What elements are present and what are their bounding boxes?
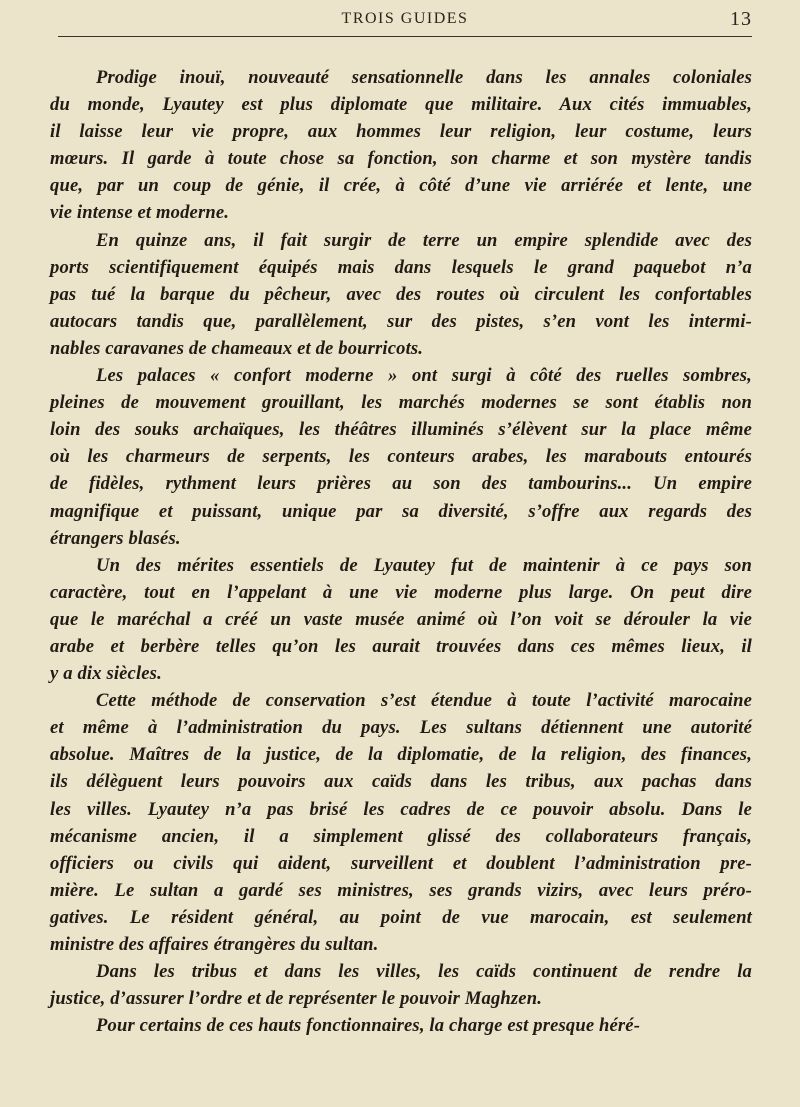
text-line: absolue. Maîtres de la justice, de la diplomatie, de la religion, des finances, bbox=[50, 744, 752, 766]
text-line: que, par un coup de génie, il crée, à côté d’une vie arriérée et lente, une bbox=[50, 175, 752, 197]
text-line: nables caravanes de chameaux et de bourricots. bbox=[50, 337, 424, 359]
text-line: Cette méthode de conservation s’est étendue à toute l’activité marocaine bbox=[96, 690, 752, 712]
text-line: pleines de mouvement grouillant, les marchés modernes se sont établis non bbox=[50, 392, 752, 414]
text-line: Pour certains de ces hauts fonctionnaires, la charge est presque héré- bbox=[96, 1015, 641, 1037]
text-line: mœurs. Il garde à toute chose sa fonction, son charme et son mystère tandis bbox=[50, 148, 752, 170]
text-line: où les charmeurs de serpents, les conteurs arabes, les marabouts entourés bbox=[50, 446, 752, 468]
text-line: En quinze ans, il fait surgir de terre un empire splendide avec des bbox=[96, 229, 752, 251]
text-line: loin des souks archaïques, les théâtres illuminés s’élèvent sur la place même bbox=[50, 419, 752, 441]
paragraph bbox=[50, 552, 752, 687]
text-line: y a dix siècles. bbox=[50, 663, 162, 685]
text-line: ils délèguent leurs pouvoirs aux caïds dans les tribus, aux pachas dans bbox=[50, 771, 752, 793]
running-header bbox=[58, 8, 752, 34]
paragraph bbox=[50, 227, 752, 362]
text-line: mière. Le sultan a gardé ses ministres, ses grands vizirs, avec leurs préro- bbox=[50, 879, 752, 901]
text-line: ports scientifiquement équipés mais dans lesquels le grand paquebot n’a bbox=[50, 256, 752, 278]
text-line: étrangers blasés. bbox=[50, 527, 181, 549]
text-line: caractère, tout en l’appelant à une vie moderne plus large. On peut dire bbox=[50, 581, 752, 603]
text-line: pas tué la barque du pêcheur, avec des routes où circulent les confortables bbox=[50, 283, 752, 305]
text-line: officiers ou civils qui aident, surveillent et doublent l’administration pre- bbox=[50, 852, 752, 874]
text-line: mécanisme ancien, il a simplement glissé des collaborateurs français, bbox=[50, 825, 752, 847]
paragraph bbox=[50, 1012, 752, 1039]
text-line: ministre des affaires étrangères du sultan. bbox=[50, 934, 379, 955]
text-line: gatives. Le résident général, au point de vue marocain, est seulement bbox=[50, 906, 752, 928]
text-line: du monde, Lyautey est plus diplomate que militaire. Aux cités immuables, bbox=[50, 94, 752, 116]
text-line: les villes. Lyautey n’a pas brisé les cadres de ce pouvoir absolu. Dans le bbox=[50, 798, 752, 820]
paragraph bbox=[50, 958, 752, 1012]
header-rule bbox=[58, 36, 752, 37]
text-line: arabe et berbère telles qu’on les aurait trouvées dans ces mêmes lieux, il bbox=[50, 635, 752, 657]
page-number: 13 bbox=[730, 8, 752, 30]
text-line: Dans les tribus et dans les villes, les caïds continuent de rendre la bbox=[96, 961, 752, 983]
text-line: justice, d’assurer l’ordre et de représenter le pouvoir Maghzen. bbox=[50, 988, 542, 1010]
paragraph bbox=[50, 64, 752, 227]
text-line: magnifique et puissant, unique par sa diversité, s’offre aux regards des bbox=[50, 500, 752, 522]
paragraph bbox=[50, 362, 752, 552]
text-line: Les palaces « confort moderne » ont surgi à côté des ruelles sombres, bbox=[96, 365, 752, 387]
body-text bbox=[50, 64, 752, 1039]
text-line: autocars tandis que, parallèlement, sur des pistes, s’en vont les intermi- bbox=[50, 310, 752, 332]
running-title: TROIS GUIDES bbox=[341, 10, 469, 27]
text-line: Prodige inouï, nouveauté sensationnelle dans les annales coloniales bbox=[96, 67, 752, 88]
text-line: Un des mérites essentiels de Lyautey fut de maintenir à ce pays son bbox=[96, 554, 752, 576]
text-line: que le maréchal a créé un vaste musée animé où l’on voit se dérouler la vie bbox=[50, 608, 752, 630]
text-line: et même à l’administration du pays. Les sultans détiennent une autorité bbox=[50, 717, 752, 739]
text-line: vie intense et moderne. bbox=[50, 202, 230, 224]
paragraph bbox=[50, 687, 752, 958]
text-line: il laisse leur vie propre, aux hommes leur religion, leur costume, leurs bbox=[50, 121, 752, 143]
text-line: de fidèles, rythment leurs prières au son des tambourins... Un empire bbox=[50, 473, 752, 495]
